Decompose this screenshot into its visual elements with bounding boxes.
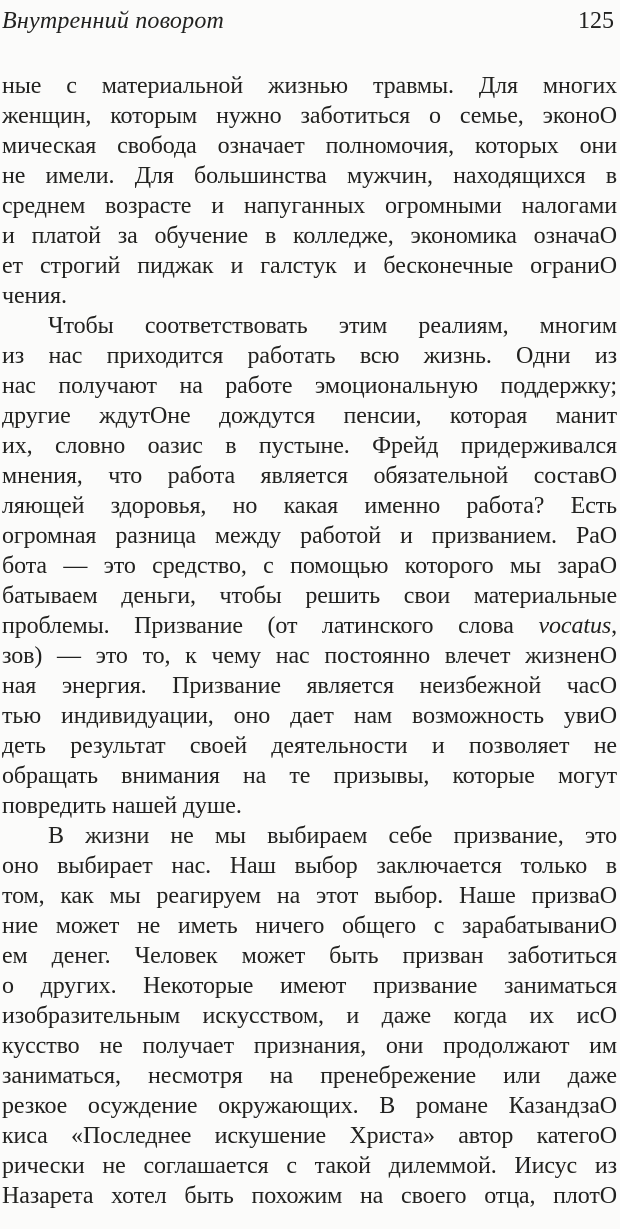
plain-text: , [611, 613, 617, 639]
text-line [2, 101, 617, 131]
plain-text: их, словно оазис в пустыне. Фрейд придерживался [2, 433, 617, 459]
plain-text: обращать внимания на те призывы, которые могут [2, 763, 617, 789]
text-line [2, 1001, 617, 1031]
plain-text: рически не соглашается с такой дилеммой. Иисус из [2, 1153, 617, 1179]
text-line [2, 911, 617, 941]
plain-text: другие ждутОне дождутся пенсии, которая манит [2, 403, 617, 429]
text-line [2, 761, 617, 791]
text-line [2, 1031, 617, 1061]
text-line [2, 281, 617, 311]
text-line [2, 311, 617, 341]
chapter-title: Внутренний поворот [2, 8, 225, 34]
plain-text: ная энергия. Призвание является неизбежной часО [2, 673, 617, 699]
text-line [2, 341, 617, 371]
text-line [2, 851, 617, 881]
plain-text: о других. Некоторые имеют призвание заниматься [2, 973, 617, 999]
page-number: 125 [578, 8, 614, 34]
plain-text: кусство не получает признания, они продолжают им [2, 1033, 617, 1059]
text-line [2, 701, 617, 731]
plain-text: среднем возрасте и напуганных огромными налогами [2, 193, 617, 219]
plain-text: резкое осуждение окружающих. В романе КазандзаО [2, 1093, 617, 1119]
text-line [2, 1181, 617, 1211]
text-line [2, 401, 617, 431]
plain-text: из нас приходится работать всю жизнь. Одни из [2, 343, 617, 369]
text-line [2, 821, 617, 851]
plain-text: зов) — это то, к чему нас постоянно влечет жизненО [2, 643, 617, 669]
plain-text: мнения, что работа является обязательной составО [2, 463, 617, 489]
plain-text: женщин, которым нужно заботиться о семье, эконоО [2, 103, 617, 129]
text-line [2, 161, 617, 191]
text-line [2, 971, 617, 1001]
plain-text: бота — это средство, с помощью которого мы зараО [2, 553, 617, 579]
plain-text: киса «Последнее искушение Христа» автор категоО [2, 1123, 617, 1149]
text-line [2, 1061, 617, 1091]
text-line [2, 191, 617, 221]
plain-text: Назарета хотел быть похожим на своего отца, плотО [2, 1183, 617, 1209]
text-line [2, 521, 617, 551]
plain-text: не имели. Для большинства мужчин, находящихся в [2, 163, 617, 189]
paragraph [2, 311, 617, 821]
text-line [2, 641, 617, 671]
plain-text: том, как мы реагируем на этот выбор. Наше призваО [2, 883, 617, 909]
plain-text: заниматься, несмотря на пренебрежение или даже [2, 1063, 617, 1089]
plain-text: ние может не иметь ничего общего с зарабатываниО [2, 913, 617, 939]
plain-text: повредить нашей душе. [2, 793, 242, 819]
text-line [2, 581, 617, 611]
running-header [0, 0, 620, 33]
text-line [2, 551, 617, 581]
text-line [2, 611, 617, 641]
plain-text: нас получают на работе эмоциональную поддержку; [2, 373, 617, 399]
text-line [2, 71, 617, 101]
plain-text: тью индивидуации, оно дает нам возможность увиО [2, 703, 617, 729]
plain-text: чения. [2, 283, 67, 309]
text-line [2, 1091, 617, 1121]
plain-text: мическая свобода означает полномочия, которых они [2, 133, 617, 159]
plain-text: оно выбирает нас. Наш выбор заключается только в [2, 853, 617, 879]
text-line [2, 371, 617, 401]
text-line [2, 671, 617, 701]
paragraph [2, 821, 617, 1211]
italic-text: vocatus [538, 613, 612, 639]
plain-text: изобразительным искусством, и даже когда их исО [2, 1003, 617, 1029]
text-line [2, 941, 617, 971]
text-line [2, 791, 617, 821]
text-line [2, 1121, 617, 1151]
plain-text: деть результат своей деятельности и позволяет не [2, 733, 617, 759]
text-line [2, 1151, 617, 1181]
plain-text: ные с материальной жизнью травмы. Для многих [2, 73, 617, 99]
plain-text: огромная разница между работой и призванием. РаО [2, 523, 617, 549]
plain-text: и платой за обучение в колледже, экономика означаО [2, 223, 617, 249]
text-line [2, 731, 617, 761]
paragraph [2, 71, 617, 311]
plain-text: батываем деньги, чтобы решить свои материальные [2, 583, 617, 609]
text-line [2, 881, 617, 911]
plain-text: В жизни не мы выбираем себе призвание, это [48, 823, 617, 849]
text-line [2, 221, 617, 251]
plain-text: Чтобы соответствовать этим реалиям, многим [48, 313, 617, 339]
text-line [2, 431, 617, 461]
text-line [2, 461, 617, 491]
plain-text: ем денег. Человек может быть призван заботиться [2, 943, 617, 969]
text-line [2, 131, 617, 161]
text-block [0, 71, 620, 1211]
plain-text: ет строгий пиджак и галстук и бесконечные ограниО [2, 253, 617, 279]
plain-text: ляющей здоровья, но какая именно работа? Есть [2, 493, 617, 519]
text-line [2, 491, 617, 521]
plain-text: проблемы. Призвание (от латинского слова [2, 613, 539, 639]
text-line [2, 251, 617, 281]
